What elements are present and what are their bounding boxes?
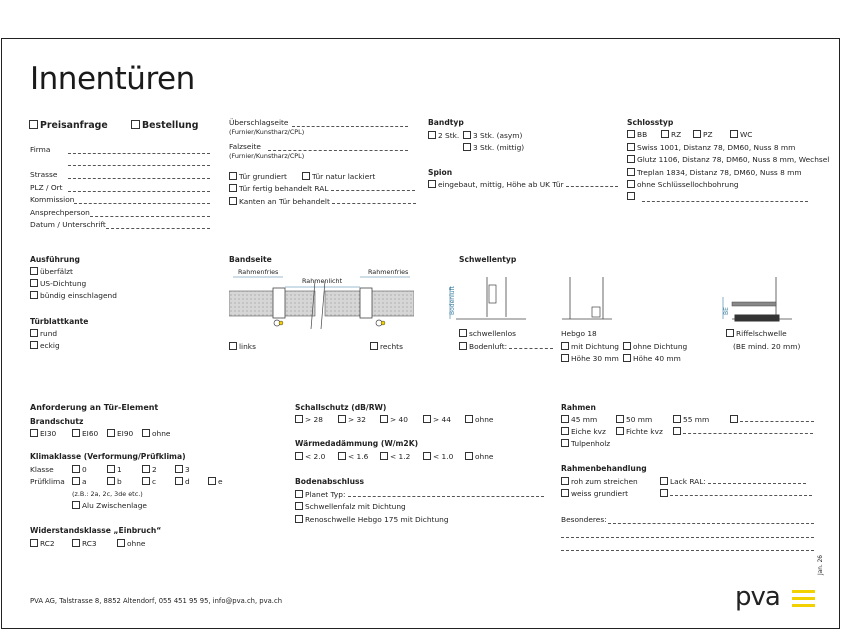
hoehe40-checkbox[interactable]: Höhe 40 mm [623, 354, 681, 363]
strasse-label: Strasse [30, 170, 58, 179]
waerme-12-checkbox[interactable]: < 1.2 [380, 452, 410, 461]
rahmenbeh-other-field[interactable] [670, 495, 812, 496]
hinge-right [360, 288, 372, 318]
ausf-ueberfaelzt-checkbox[interactable]: überfälzt [30, 267, 73, 276]
schloss-other-checkbox[interactable] [627, 192, 637, 201]
roh-checkbox[interactable]: roh zum streichen [561, 477, 638, 486]
schloss-ohne-checkbox[interactable]: ohne Schlüssellochbohrung [627, 180, 739, 189]
falz-label: Falzseite [229, 142, 261, 151]
widerstand-ohne-checkbox[interactable]: ohne [117, 539, 145, 548]
waerme-title: Wärmedadämmung (W/m2K) [295, 439, 419, 448]
weiss-grundiert-checkbox[interactable]: weiss grundiert [561, 489, 628, 498]
rahmen-other1-field[interactable] [740, 421, 814, 422]
pruefklima-label: Prüfklima [30, 477, 65, 486]
datum-field[interactable] [106, 228, 210, 229]
pruef-a-checkbox[interactable]: a [72, 477, 87, 486]
door-leaf-left [229, 291, 315, 316]
brand-ohne-checkbox[interactable]: ohne [142, 429, 170, 438]
pva-logo-bars [792, 590, 815, 607]
schlosstyp-title: Schlosstyp [627, 118, 674, 127]
schallschutz-title: Schallschutz (dB/RW) [295, 403, 387, 412]
anforderung-title: Anforderung an Tür-Element [30, 403, 159, 412]
mit-dichtung-checkbox[interactable]: mit Dichtung [561, 342, 619, 351]
riffelschwelle-checkbox[interactable]: Riffelschwelle [726, 329, 787, 338]
kommission-field[interactable] [74, 203, 210, 204]
rahmenfries-left-label: Rahmenfries [238, 268, 279, 276]
bandseite-links-checkbox[interactable]: links [229, 342, 256, 351]
bandtyp-3stk-asym-checkbox[interactable]: 3 Stk. (asym) [463, 131, 522, 140]
schloss-swiss-checkbox[interactable]: Swiss 1001, Distanz 78, DM60, Nuss 8 mm [627, 143, 795, 152]
rahmen-other2-checkbox[interactable] [673, 427, 813, 436]
ueberschlag-label: Überschlagseite [229, 118, 289, 127]
kommission-label: Kommission [30, 195, 75, 204]
pruef-b-checkbox[interactable]: b [107, 477, 122, 486]
ausfuehrung-title: Ausführung [30, 255, 80, 264]
rahmen-eiche-checkbox[interactable]: Eiche kvz [561, 427, 606, 436]
besonderes-field-2[interactable] [561, 537, 814, 538]
falz-sub: (Furnier/Kunstharz/CPL) [229, 152, 305, 160]
falz-field[interactable] [268, 150, 408, 151]
ueberschlag-field[interactable] [292, 126, 408, 127]
firma-field-2[interactable] [68, 165, 210, 166]
pruef-e-checkbox[interactable]: e [208, 477, 223, 486]
klasse-label: Klasse [30, 465, 54, 474]
bestellung-label: Bestellung [142, 120, 199, 131]
rahmen-55-checkbox[interactable]: 55 mm [673, 415, 709, 424]
schloss-wc-checkbox[interactable]: WC [730, 130, 752, 139]
rahmenfries-right-label: Rahmenfries [368, 268, 409, 276]
schloss-other-field[interactable] [642, 201, 808, 202]
alu-checkbox[interactable]: Alu Zwischenlage [72, 501, 147, 510]
riffel-sub: (BE mind. 20 mm) [733, 342, 801, 351]
hoehe30-checkbox[interactable]: Höhe 30 mm [561, 354, 619, 363]
rahmen-title: Rahmen [561, 403, 596, 412]
waerme-ohne-checkbox[interactable]: ohne [465, 452, 493, 461]
spion-height-field[interactable] [566, 186, 618, 187]
schloss-rz-checkbox[interactable]: RZ [661, 130, 681, 139]
plz-ort-field[interactable] [68, 191, 210, 192]
bandtyp-2stk-checkbox[interactable]: 2 Stk. [428, 131, 459, 140]
planet-checkbox[interactable]: Planet Typ: [295, 490, 544, 499]
bodenluft-checkbox[interactable]: Bodenluft: [459, 342, 553, 351]
ueberschlag-sub: (Furnier/Kunstharz/CPL) [229, 128, 305, 136]
ral-field[interactable] [331, 190, 415, 191]
version-label: Jan. 26 [818, 555, 824, 575]
lack-ral-field[interactable] [708, 483, 806, 484]
waerme-20-checkbox[interactable]: < 2.0 [295, 452, 325, 461]
klasse-1-checkbox[interactable]: 1 [107, 465, 122, 474]
pruef-d-checkbox[interactable]: d [175, 477, 190, 486]
pruefklima-example: (z.B.: 2a, 2c, 3de etc.) [72, 490, 143, 498]
rc2-checkbox[interactable]: RC2 [30, 539, 55, 548]
bandtyp-3stk-mittig-checkbox[interactable]: 3 Stk. (mittig) [463, 143, 524, 152]
bodenabschluss-title: Bodenabschluss [295, 477, 365, 486]
rahmenbeh-title: Rahmenbehandlung [561, 464, 647, 473]
hinge-left [273, 288, 285, 318]
rahmen-45-checkbox[interactable]: 45 mm [561, 415, 597, 424]
widerstand-title: Widerstandsklasse „Einbruch“ [30, 526, 162, 535]
firma-label: Firma [30, 145, 51, 154]
rahmen-50-checkbox[interactable]: 50 mm [616, 415, 652, 424]
rahmen-other2-field[interactable] [683, 433, 813, 434]
planet-field[interactable] [348, 496, 544, 497]
ohne-dichtung-checkbox[interactable]: ohne Dichtung [623, 342, 687, 351]
fertig-checkbox[interactable]: Tür fertig behandelt RAL [229, 184, 415, 193]
order-form-sheet [1, 38, 840, 629]
kanten-field[interactable] [332, 203, 416, 204]
schwellenlos-checkbox[interactable]: schwellenlos [459, 329, 516, 338]
schall-ohne-checkbox[interactable]: ohne [465, 415, 493, 424]
bandseite-rechts-checkbox[interactable]: rechts [370, 342, 403, 351]
ausf-buendig-checkbox[interactable]: bündig einschlagend [30, 291, 117, 300]
bandseite-title: Bandseite [229, 255, 272, 264]
checkbox-box[interactable] [29, 120, 38, 129]
besonderes-label: Besonderes: [561, 515, 607, 524]
bodenluft-field[interactable] [509, 348, 553, 349]
kante-rund-checkbox[interactable]: rund [30, 329, 57, 338]
preisanfrage-checkbox[interactable] [29, 120, 108, 131]
ansprechperson-field[interactable] [90, 216, 210, 217]
hebgo-label: Hebgo 18 [561, 329, 597, 338]
bodenluft-dimension-label: Bodenluft [449, 286, 456, 315]
rahmen-fichte-checkbox[interactable]: Fichte kvz [616, 427, 663, 436]
brand-ei30-checkbox[interactable]: EI30 [30, 429, 56, 438]
ausf-usdichtung-checkbox[interactable]: US-Dichtung [30, 279, 86, 288]
rahmenbeh-other-checkbox[interactable] [660, 489, 812, 498]
schall-44-checkbox[interactable]: > 44 [423, 415, 451, 424]
be-dimension-label: BE [723, 307, 730, 315]
page-title: Innentüren [30, 61, 195, 97]
checkbox-box[interactable] [131, 120, 140, 129]
waerme-16-checkbox[interactable]: < 1.6 [338, 452, 368, 461]
lack-ral-checkbox[interactable]: Lack RAL: [660, 477, 806, 486]
schwellentyp-diagrams [442, 267, 842, 329]
bandseite-diagram [229, 269, 414, 335]
rahmen-tulpenholz-checkbox[interactable]: Tulpenholz [561, 439, 610, 448]
schwellentyp-title: Schwellentyp [459, 255, 517, 264]
klimaklasse-title: Klimaklasse (Verformung/Prüfklima) [30, 452, 186, 461]
schall-40-checkbox[interactable]: > 40 [380, 415, 408, 424]
schloss-treplan-checkbox[interactable]: Treplan 1834, Distanz 78, DM60, Nuss 8 mm [627, 168, 802, 177]
bandtyp-title: Bandtyp [428, 118, 464, 127]
kanten-checkbox[interactable]: Kanten an Tür behandelt [229, 197, 416, 206]
datum-label: Datum / Unterschrift [30, 220, 106, 229]
strasse-field[interactable] [68, 178, 210, 179]
spion-title: Spion [428, 168, 453, 177]
grundiert-checkbox[interactable]: Tür grundiert [229, 172, 287, 181]
spion-checkbox[interactable]: eingebaut, mittig, Höhe ab UK Tür [428, 180, 618, 189]
kante-eckig-checkbox[interactable]: eckig [30, 341, 60, 350]
klasse-2-checkbox[interactable]: 2 [142, 465, 157, 474]
pruef-c-checkbox[interactable]: c [142, 477, 156, 486]
renoschwelle-checkbox[interactable]: Renoschwelle Hebgo 175 mit Dichtung [295, 515, 449, 524]
preisanfrage-label: Preisanfrage [40, 120, 108, 131]
waerme-10-checkbox[interactable]: < 1.0 [423, 452, 453, 461]
rahmenlicht-label: Rahmenlicht [302, 277, 343, 285]
schwellenfalz-checkbox[interactable]: Schwellenfalz mit Dichtung [295, 502, 406, 511]
schloss-glutz-checkbox[interactable]: Glutz 1106, Distanz 78, DM60, Nuss 8 mm, Wechsel [627, 155, 829, 164]
klasse-0-checkbox[interactable]: 0 [72, 465, 87, 474]
besonderes-field-1[interactable] [608, 523, 814, 524]
ansprechperson-label: Ansprechperson [30, 208, 90, 217]
brand-ei60-checkbox[interactable]: EI60 [72, 429, 98, 438]
schloss-pz-checkbox[interactable]: PZ [693, 130, 713, 139]
footer-address: PVA AG, Talstrasse 8, 8852 Altendorf, 055 451 95 95, info@pva.ch, pva.ch [30, 597, 283, 605]
natur-checkbox[interactable]: Tür natur lackiert [302, 172, 375, 181]
klasse-3-checkbox[interactable]: 3 [175, 465, 190, 474]
rc3-checkbox[interactable]: RC3 [72, 539, 97, 548]
pva-logo-text: pva [735, 582, 780, 612]
firma-field[interactable] [68, 153, 210, 154]
schall-28-checkbox[interactable]: > 28 [295, 415, 323, 424]
bestellung-checkbox[interactable] [131, 120, 198, 131]
plz-ort-label: PLZ / Ort [30, 183, 63, 192]
schloss-bb-checkbox[interactable]: BB [627, 130, 647, 139]
tuerblattkante-title: Türblattkante [30, 317, 89, 326]
schall-32-checkbox[interactable]: > 32 [338, 415, 366, 424]
brand-ei90-checkbox[interactable]: EI90 [107, 429, 133, 438]
brandschutz-title: Brandschutz [30, 417, 84, 426]
besonderes-field-3[interactable] [561, 550, 814, 551]
rahmen-other1-checkbox[interactable] [730, 415, 814, 424]
